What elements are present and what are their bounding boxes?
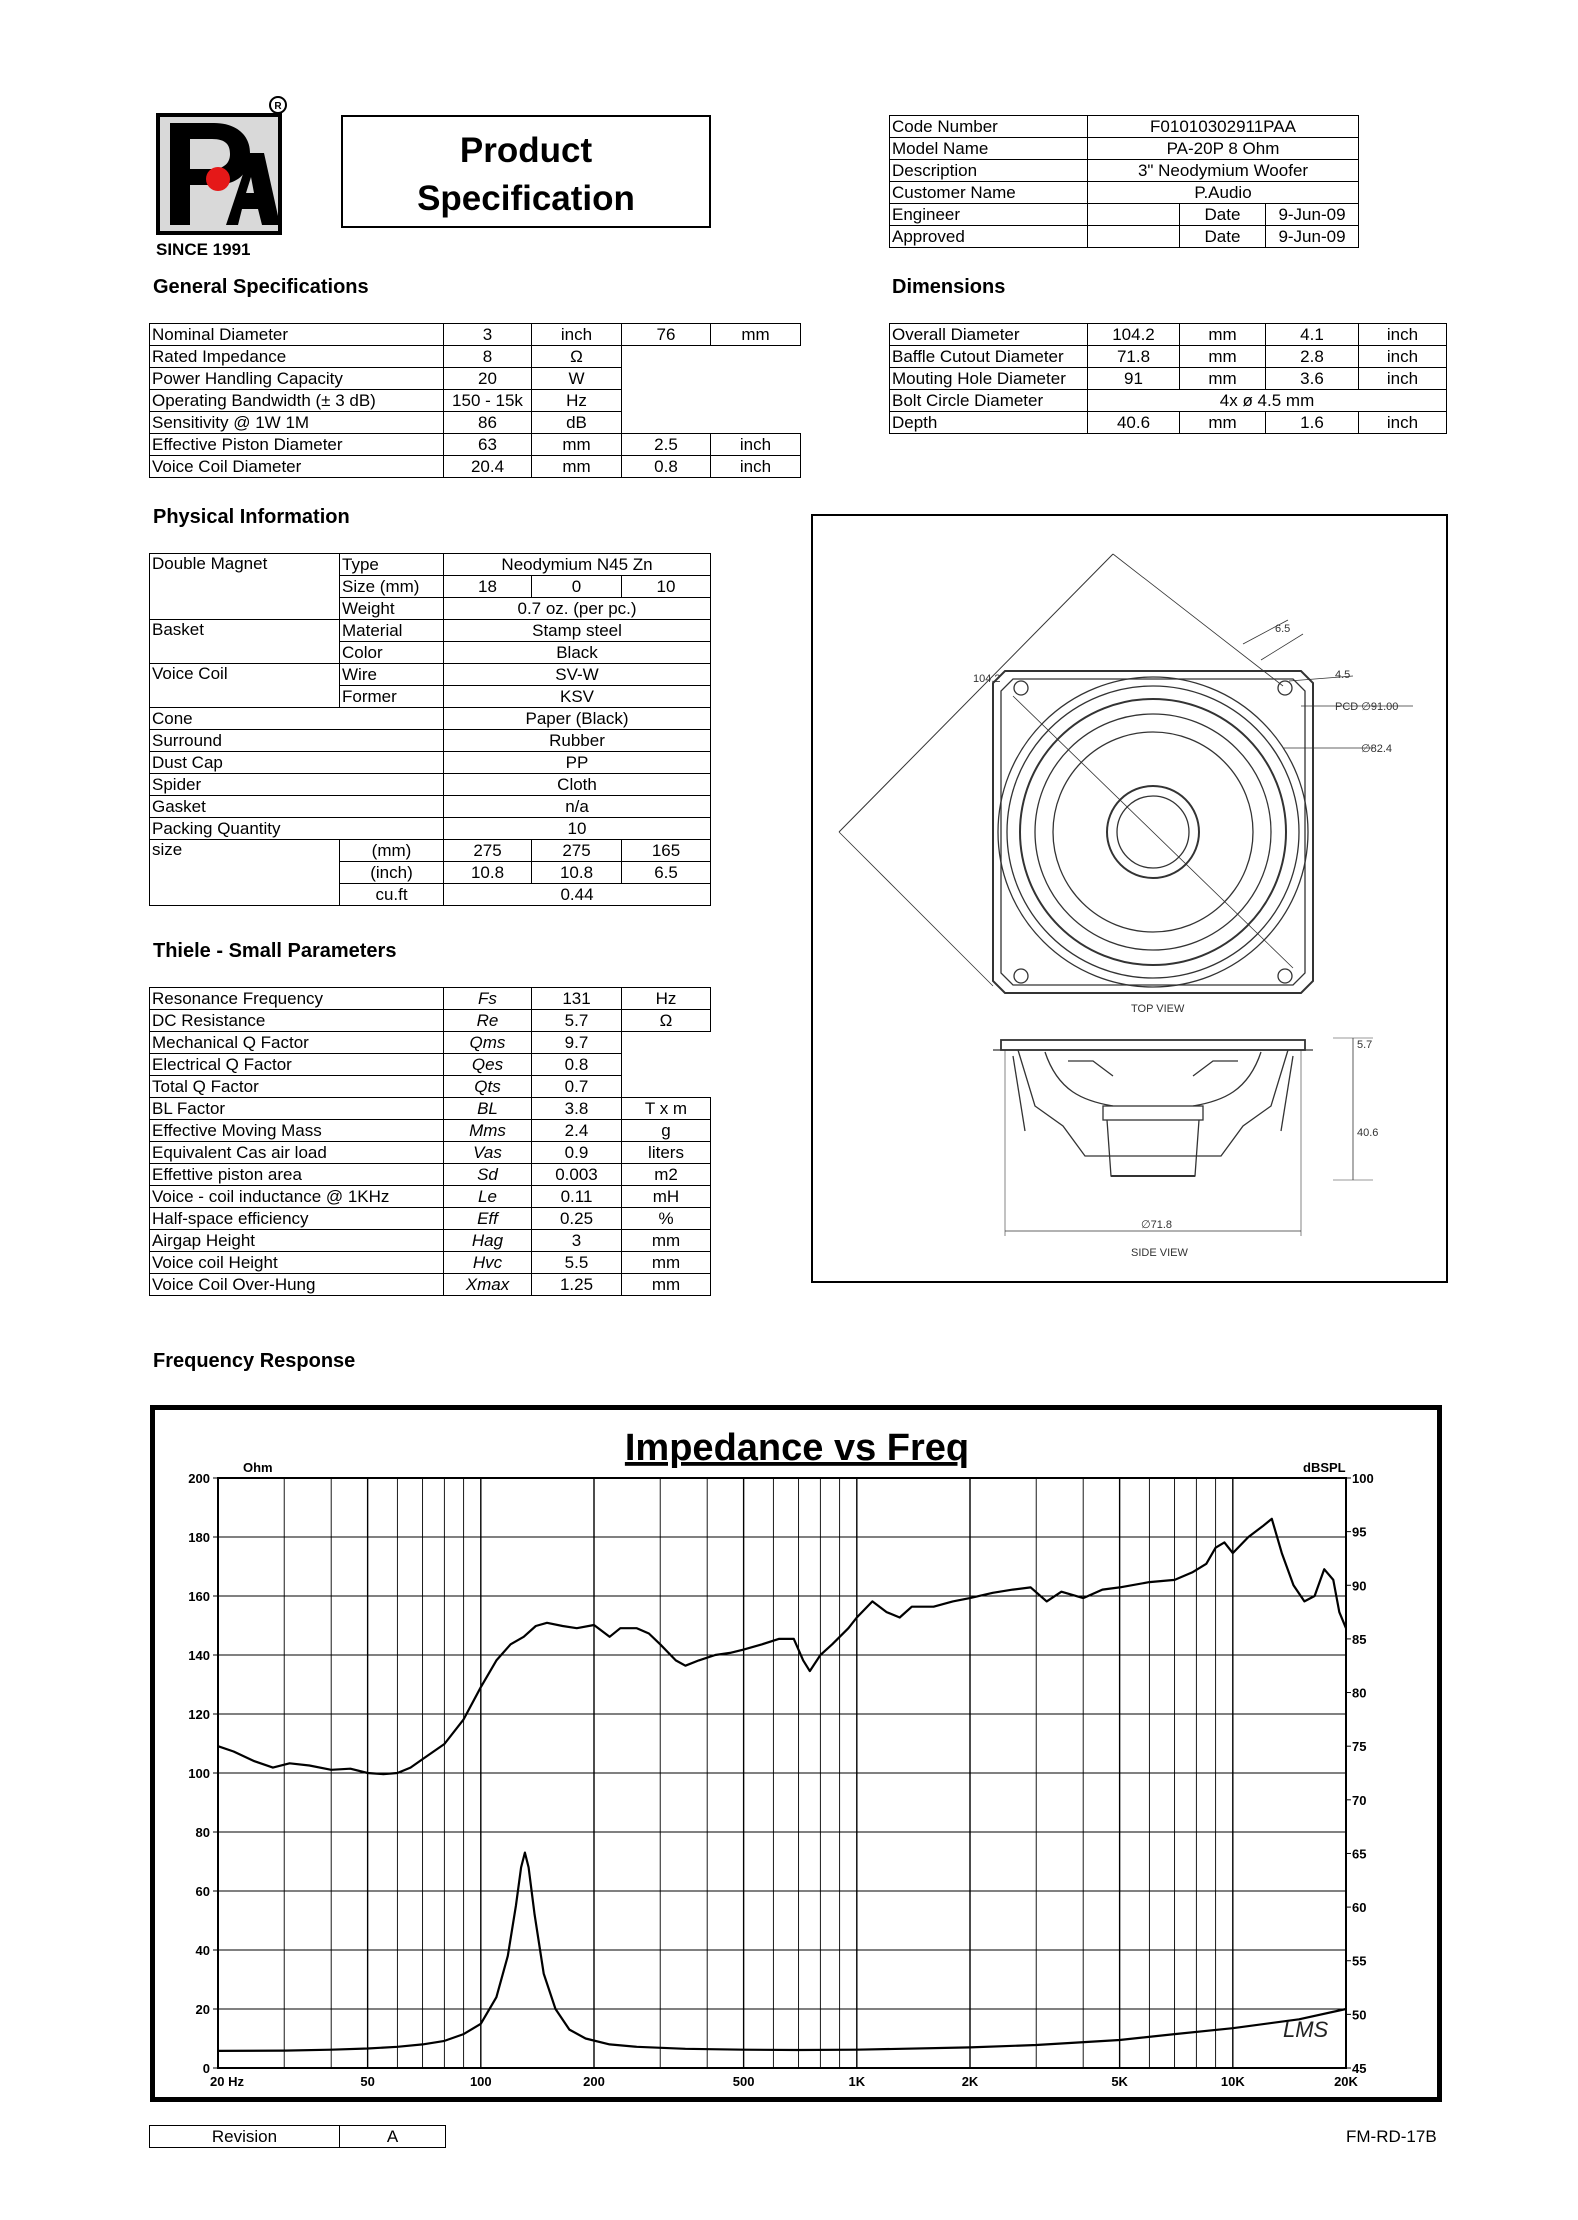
x-tick-label: 500	[732, 2074, 755, 2089]
table-row: Rated Impedance 8 Ω	[150, 346, 801, 368]
right-tick-label: 80	[1352, 1685, 1367, 1701]
thiele-small-table	[149, 987, 711, 1296]
side-view-drawing	[993, 1038, 1378, 1259]
table-row: Voice coil Height Hvc 5.5 mm	[150, 1252, 711, 1274]
right-tick-label: 45	[1352, 2061, 1367, 2076]
document-info-table	[889, 115, 1359, 248]
left-tick-label: 0	[202, 2061, 210, 2076]
right-tick-label: 60	[1352, 1900, 1367, 1916]
table-row: Dust Cap PP	[150, 752, 711, 774]
registered-mark: R	[274, 101, 282, 112]
right-tick-label: 50	[1352, 2007, 1367, 2023]
spl-curve	[218, 1519, 1346, 1774]
title-line-1: Product	[459, 131, 593, 170]
right-tick-label: 90	[1352, 1578, 1367, 1594]
form-code: FM-RD-17B	[1346, 2127, 1437, 2146]
left-tick-label: 40	[195, 1943, 210, 1958]
left-tick-label: 60	[195, 1884, 210, 1899]
left-tick-label: 80	[195, 1825, 210, 1840]
logo-since-text: SINCE 1991	[156, 240, 251, 259]
left-tick-label: 20	[195, 2002, 210, 2017]
table-row: Packing Quantity 10	[150, 818, 711, 840]
table-row: Description 3" Neodymium Woofer	[890, 160, 1359, 182]
table-row: Baffle Cutout Diameter 71.8 mm 2.8 inch	[890, 346, 1447, 368]
table-row: Electrical Q Factor Qes 0.8	[150, 1054, 711, 1076]
table-row: Depth 40.6 mm 1.6 inch	[890, 412, 1447, 434]
table-row: Airgap Height Hag 3 mm	[150, 1230, 711, 1252]
table-row: Former KSV	[150, 686, 711, 708]
impedance-frequency-chart	[150, 1405, 1442, 2102]
chart-svg	[155, 1410, 1437, 2097]
dimensions-heading: Dimensions	[892, 276, 1006, 298]
table-row: Approved Date 9-Jun-09	[890, 226, 1359, 248]
right-tick-label: 85	[1352, 1631, 1367, 1647]
table-row: Effective Moving Mass Mms 2.4 g	[150, 1120, 711, 1142]
physical-information-table	[149, 553, 711, 906]
right-tick-label: 70	[1352, 1792, 1367, 1808]
bolt-dimension-label: 4.5	[1335, 669, 1351, 681]
left-tick-label: 200	[188, 1471, 210, 1486]
table-row: Effettive piston area Sd 0.003 m2	[150, 1164, 711, 1186]
table-row: BL Factor BL 3.8 T x m	[150, 1098, 711, 1120]
x-tick-label: 50	[360, 2074, 375, 2089]
table-row: Weight 0.7 oz. (per pc.)	[150, 598, 711, 620]
left-tick-label: 180	[188, 1530, 210, 1545]
chart-series	[218, 1519, 1346, 2051]
table-row: (inch) 10.8 10.8 6.5	[150, 862, 711, 884]
table-row: Customer Name P.Audio	[890, 182, 1359, 204]
table-row: Half-space efficiency Eff 0.25 %	[150, 1208, 711, 1230]
table-row: Revision A	[150, 2126, 446, 2148]
table-row: cu.ft 0.44	[150, 884, 711, 906]
chart-title: Impedance vs Freq	[624, 1427, 970, 1469]
x-tick-label: 10K	[1220, 2074, 1245, 2089]
table-row: Basket Material Stamp steel	[150, 620, 711, 642]
table-row: Mouting Hole Diameter 91 mm 3.6 inch	[890, 368, 1447, 390]
table-row: size (mm) 275 275 165	[150, 840, 711, 862]
left-axis-unit: Ohm	[243, 1460, 273, 1475]
right-axis-unit: dBSPL	[1303, 1460, 1346, 1475]
x-tick-label: 1K	[848, 2074, 866, 2089]
product-specification-title	[341, 115, 711, 228]
table-row: Equivalent Cas air load Vas 0.9 liters	[150, 1142, 711, 1164]
table-row: Power Handling Capacity 20 W	[150, 368, 801, 390]
top-view-label: TOP VIEW	[1131, 1003, 1185, 1015]
table-row: Total Q Factor Qts 0.7	[150, 1076, 711, 1098]
table-row: Voice Coil Over-Hung Xmax 1.25 mm	[150, 1274, 711, 1296]
general-specifications-heading: General Specifications	[153, 276, 369, 298]
table-row: Surround Rubber	[150, 730, 711, 752]
table-row: Cone Paper (Black)	[150, 708, 711, 730]
right-tick-label: 65	[1352, 1846, 1367, 1862]
table-row: Operating Bandwidth (± 3 dB) 150 - 15k Hz	[150, 390, 801, 412]
table-row: Voice - coil inductance @ 1KHz Le 0.11 mH	[150, 1186, 711, 1208]
cutout-diameter-label: ∅71.8	[1141, 1219, 1172, 1231]
table-row: Voice Coil Diameter 20.4 mm 0.8 inch	[150, 456, 801, 478]
logo	[152, 93, 287, 260]
title-line-2: Specification	[417, 179, 635, 218]
table-row: Code Number F01010302911PAA	[890, 116, 1359, 138]
table-row: Color Black	[150, 642, 711, 664]
left-tick-label: 140	[188, 1648, 210, 1663]
depth-label: 40.6	[1357, 1127, 1379, 1139]
right-tick-label: 75	[1352, 1739, 1367, 1755]
table-row: Engineer Date 9-Jun-09	[890, 204, 1359, 226]
table-row: Effective Piston Diameter 63 mm 2.5 inch	[150, 434, 801, 456]
left-tick-label: 100	[188, 1766, 210, 1781]
top-height-label: 5.7	[1357, 1039, 1373, 1051]
dimensions-table	[889, 323, 1447, 434]
x-tick-label: 5K	[1111, 2074, 1128, 2089]
left-tick-label: 160	[188, 1589, 210, 1604]
right-tick-label: 95	[1352, 1524, 1367, 1540]
physical-information-heading: Physical Information	[153, 506, 350, 528]
table-row: DC Resistance Re 5.7 Ω	[150, 1010, 711, 1032]
table-row: Model Name PA-20P 8 Ohm	[890, 138, 1359, 160]
general-specifications-table	[149, 323, 801, 478]
table-row: Double Magnet Type Neodymium N45 Zn	[150, 554, 711, 576]
inner-diameter-label: ∅82.4	[1361, 743, 1392, 755]
x-tick-label: 100	[469, 2074, 492, 2089]
hole-dimension-label: 6.5	[1275, 623, 1291, 635]
x-tick-label: 20 Hz	[210, 2074, 244, 2089]
pcd-label: PCD ∅91.00	[1335, 701, 1399, 713]
right-tick-label: 100	[1352, 1471, 1374, 1486]
side-view-label: SIDE VIEW	[1131, 1247, 1188, 1259]
x-tick-label: 20K	[1334, 2074, 1358, 2089]
lms-watermark: LMS	[1283, 2017, 1329, 2042]
table-row: Resonance Frequency Fs 131 Hz	[150, 988, 711, 1010]
dimension-drawing	[811, 514, 1448, 1283]
top-view-drawing	[839, 554, 1413, 1015]
table-row: Spider Cloth	[150, 774, 711, 796]
right-tick-label: 55	[1352, 1953, 1367, 1969]
table-row: Nominal Diameter 3 inch 76 mm	[150, 324, 801, 346]
x-tick-label: 200	[583, 2074, 605, 2089]
table-row: Mechanical Q Factor Qms 9.7	[150, 1032, 711, 1054]
table-row: Overall Diameter 104.2 mm 4.1 inch	[890, 324, 1447, 346]
x-tick-label: 2K	[961, 2074, 979, 2089]
table-row: Sensitivity @ 1W 1M 86 dB	[150, 412, 801, 434]
table-row: Gasket n/a	[150, 796, 711, 818]
overall-diameter-label: 104.2	[973, 673, 1001, 685]
impedance-curve	[218, 1853, 1346, 2051]
table-row: Voice Coil Wire SV-W	[150, 664, 711, 686]
frequency-response-heading: Frequency Response	[153, 1350, 356, 1372]
chart-ticks	[188, 1471, 1373, 2089]
table-row: Size (mm) 18 0 10	[150, 576, 711, 598]
revision-table	[149, 2125, 446, 2148]
table-row: Bolt Circle Diameter 4x ø 4.5 mm	[890, 390, 1447, 412]
left-tick-label: 120	[188, 1707, 210, 1722]
thiele-small-heading: Thiele - Small Parameters	[153, 940, 397, 962]
